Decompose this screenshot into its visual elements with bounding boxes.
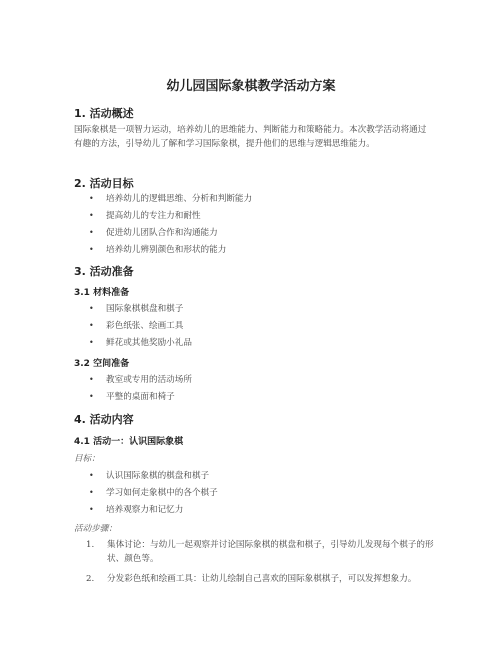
list-item: • 促进幼儿团队合作和沟通能力 (89, 228, 218, 238)
list-item: • 提高幼儿的专注力和耐性 (89, 211, 201, 221)
subsection-heading-space: 3.2 空间准备 (74, 359, 130, 369)
bullet-icon: • (89, 488, 94, 497)
bullet-icon: • (89, 338, 94, 347)
subsection-heading-activity-one: 4.1 活动一：认识国际象棋 (74, 437, 184, 447)
list-item: • 国际象棋棋盘和棋子 (89, 304, 184, 314)
bullet-icon: • (89, 471, 94, 480)
bullet-icon: • (89, 211, 94, 220)
list-item: • 培养幼儿辨别颜色和形状的能力 (89, 245, 227, 255)
list-item: • 培养观察力和记忆力 (89, 505, 184, 515)
list-item: • 培养幼儿的逻辑思维、分析和判断能力 (89, 194, 253, 204)
bullet-icon: • (89, 194, 94, 203)
list-item: • 鲜花或其他奖励小礼品 (89, 338, 192, 348)
section-heading-preparation: 3. 活动准备 (74, 265, 134, 278)
bullet-icon: • (89, 321, 94, 330)
overview-paragraph: 国际象棋是一项智力运动，培养幼儿的思维能力、判断能力和策略能力。本次教学活动将通过有趣的方法，引导幼儿了解和学习国际象棋，提升他们的思维与逻辑思维能力。 (74, 125, 427, 149)
bullet-icon: • (89, 228, 94, 237)
step-number: 2. (86, 574, 95, 584)
list-item: • 教室或专用的活动场所 (89, 375, 192, 385)
bullet-icon: • (89, 392, 94, 401)
step-text: 分发彩色纸和绘画工具：让幼儿绘制自己喜欢的国际象棋棋子，可以发挥想象力。 (107, 574, 417, 584)
subsection-heading-materials: 3.1 材料准备 (74, 288, 130, 298)
numbered-step (86, 539, 436, 566)
bullet-icon: • (89, 304, 94, 313)
page-title: 幼儿园国际象棋教学活动方案 (166, 79, 336, 94)
list-item: • 彩色纸张、绘画工具 (89, 321, 184, 331)
list-item: • 平整的桌面和椅子 (89, 392, 175, 402)
goal-label: 目标： (74, 454, 100, 464)
section-heading-overview: 1. 活动概述 (74, 107, 134, 120)
numbered-step (86, 573, 436, 587)
section-heading-content: 4. 活动内容 (74, 413, 134, 426)
bullet-icon: • (89, 375, 94, 384)
step-number: 1. (86, 540, 95, 550)
list-item: • 认识国际象棋的棋盘和棋子 (89, 471, 210, 481)
list-item: • 学习如何走象棋中的各个棋子 (89, 488, 218, 498)
bullet-icon: • (89, 245, 94, 254)
section-heading-goals: 2. 活动目标 (74, 177, 134, 190)
steps-label: 活动步骤： (74, 524, 117, 534)
bullet-icon: • (89, 505, 94, 514)
step-text: 集体讨论：与幼儿一起观察并讨论国际象棋的棋盘和棋子，引导幼儿发现每个棋子的形状、颜色等。 (107, 540, 434, 564)
